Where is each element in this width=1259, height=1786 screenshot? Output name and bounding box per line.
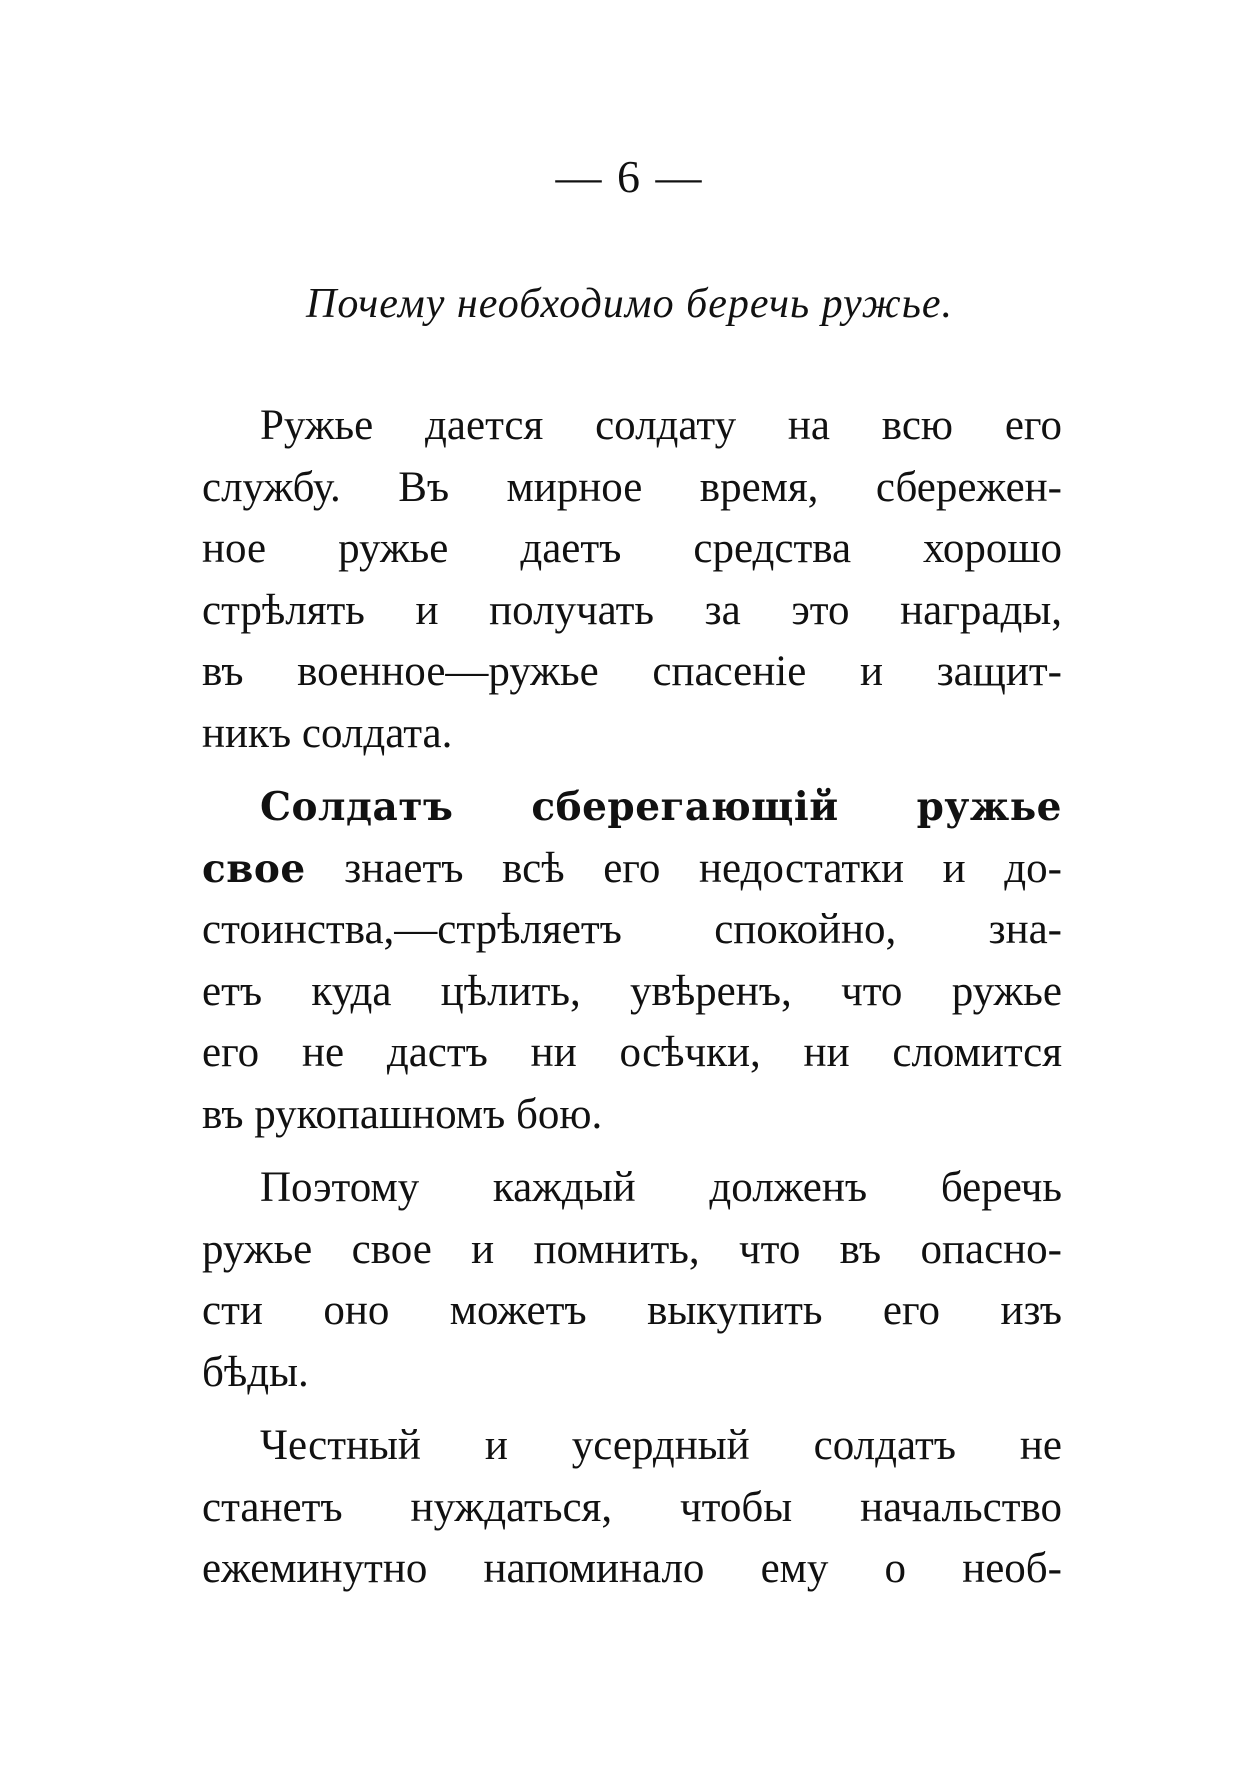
text-line: бѣды.	[202, 1348, 309, 1396]
paragraph-gap	[202, 764, 1062, 776]
text-line: ежеминутно напоминало ему о необ-	[202, 1545, 1062, 1592]
paragraph-4	[202, 1415, 1062, 1600]
text-line: Поэтому каждый долженъ беречь	[260, 1164, 1062, 1211]
text-line: станетъ нуждаться, чтобы начальство	[202, 1483, 1062, 1531]
body-text	[202, 395, 1062, 1600]
text-line: Ружье дается солдату на всю его	[260, 402, 1062, 449]
paragraph-3	[202, 1157, 1062, 1403]
text-line: въ рукопашномъ бою.	[202, 1090, 603, 1138]
text-line: ружье свое и помнить, что въ опасно-	[202, 1225, 1062, 1273]
paragraph-1	[202, 395, 1062, 764]
text-line: службу. Въ мирное время, сбережен-	[202, 463, 1062, 511]
text-run: знаетъ всѣ его недостатки и до-	[305, 844, 1062, 892]
paragraph-gap	[202, 1145, 1062, 1157]
text-line: Честный и усердный солдатъ не	[260, 1422, 1062, 1469]
paragraph-gap	[202, 1403, 1062, 1415]
text-line: его не дастъ ни осѣчки, ни сломится	[202, 1029, 1062, 1076]
bold-lead: Солдатъ сберегающій ружье	[260, 784, 1062, 830]
text-line: етъ куда цѣлить, увѣренъ, что ружье	[202, 967, 1062, 1015]
section-heading: Почему необходимо беречь ружье.	[306, 281, 953, 327]
text-line	[202, 838, 1062, 900]
text-line: ное ружье даетъ средства хорошо	[202, 525, 1062, 572]
text-line	[202, 776, 1062, 838]
text-line: въ военное—ружье спасеніе и защит-	[202, 648, 1062, 695]
paragraph-2	[202, 776, 1062, 1145]
text-line: стрѣлять и получать за это награды,	[202, 586, 1062, 634]
page-number: — 6 —	[555, 151, 704, 202]
bold-lead: свое	[202, 845, 306, 892]
text-line: стоинства,—стрѣляетъ спокойно, зна-	[202, 906, 1062, 953]
text-line: сти оно можетъ выкупить его изъ	[202, 1287, 1062, 1334]
text-line: никъ солдата.	[202, 709, 453, 757]
